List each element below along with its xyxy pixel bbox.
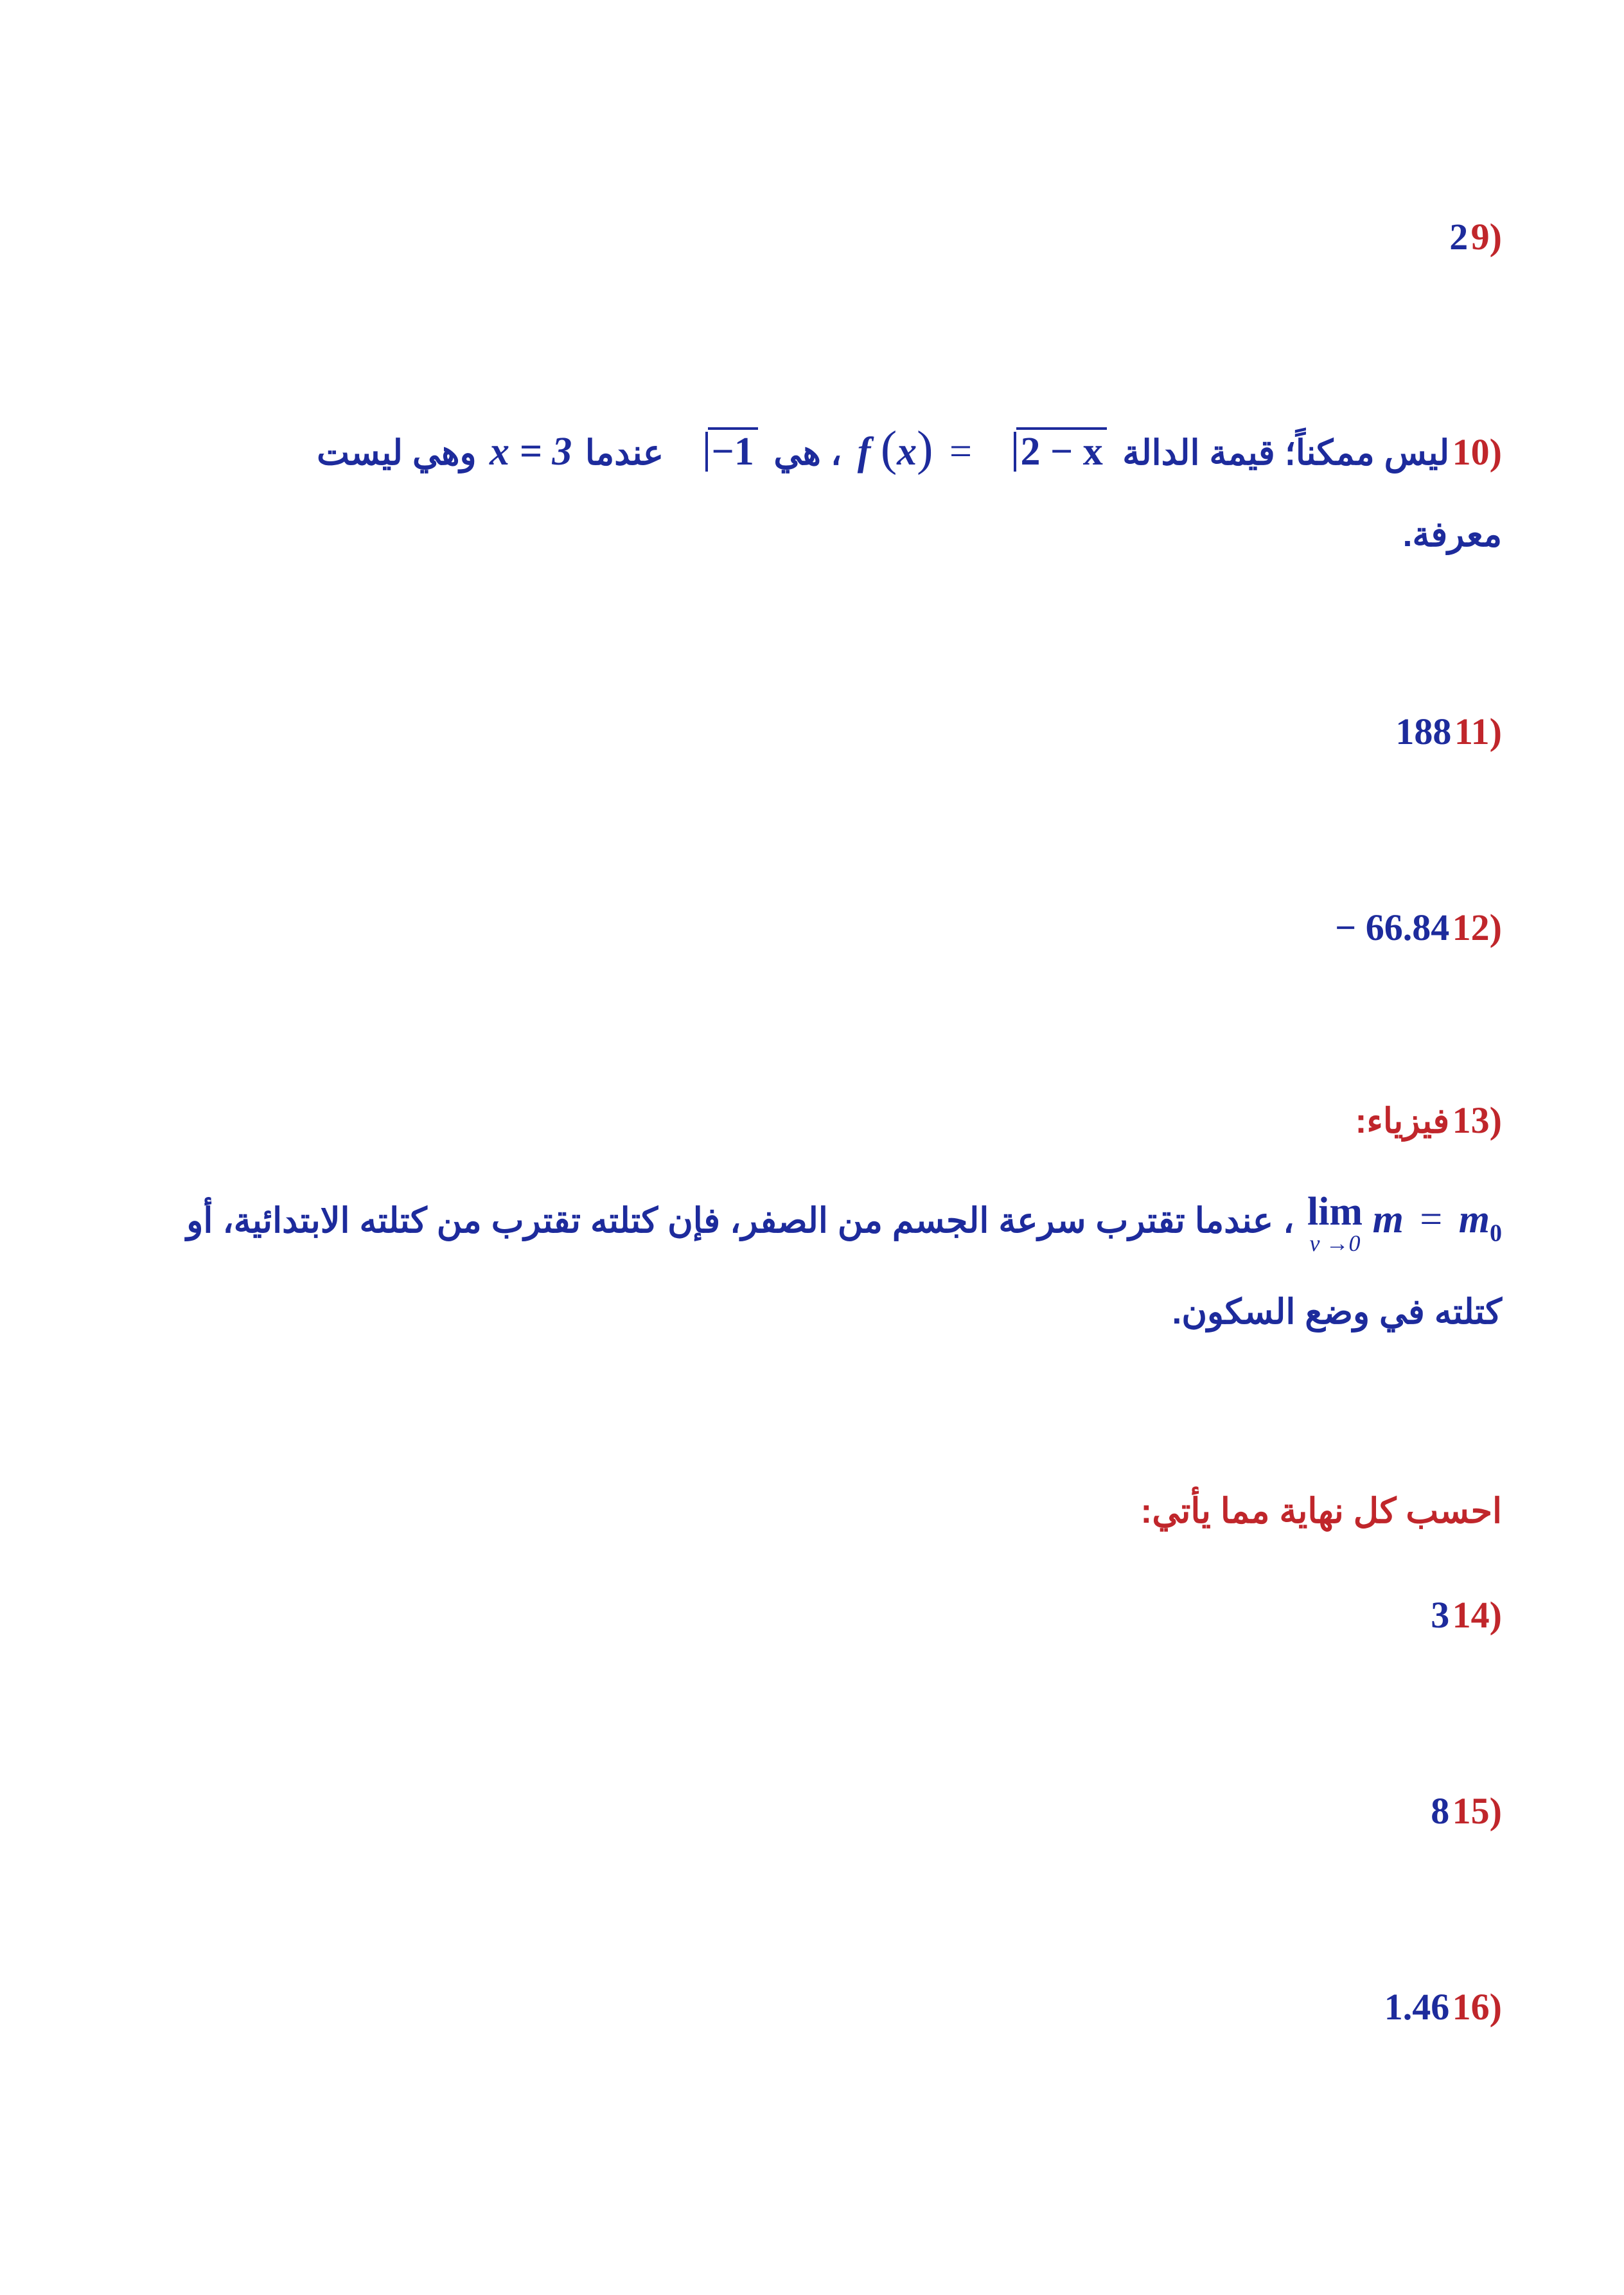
sqrt-neg-one: −1 <box>680 429 758 475</box>
answer-9 <box>1449 215 1502 258</box>
answer-text: ، هي <box>773 434 842 472</box>
answer-13 <box>1355 1099 1502 1142</box>
answer-10-continued <box>1402 514 1502 554</box>
answer-12 <box>1335 906 1502 949</box>
m-symbol: m <box>1372 1198 1404 1242</box>
answer-14 <box>1431 1593 1502 1636</box>
question-number: (10 <box>1452 431 1502 473</box>
m0-symbol: m <box>1458 1198 1490 1242</box>
function-expression: f (x) = 2 − x <box>858 421 1107 477</box>
lim-subscript: v →0 <box>1309 1230 1361 1256</box>
answer-value: 8 <box>1431 1790 1450 1832</box>
answer-value: 3 <box>1431 1594 1450 1636</box>
answer-text: كتلته في وضع السكون. <box>1172 1293 1502 1331</box>
x-equals-3: x = 3 <box>490 430 572 474</box>
question-number: (11 <box>1454 711 1502 752</box>
x-symbol: x <box>897 430 917 474</box>
answer-15 <box>1431 1789 1502 1832</box>
answer-11 <box>1395 710 1502 753</box>
answer-value: 2 <box>1449 216 1469 258</box>
answer-text: ، عندما تقترب سرعة الجسم من الصفر، فإن كتلته تقترب من كتلته الابتدائية، أو <box>186 1201 1294 1241</box>
answer-value: 188 <box>1395 711 1452 752</box>
m0-subscript: 0 <box>1490 1219 1502 1247</box>
question-number: (14 <box>1452 1594 1502 1636</box>
question-number: (15 <box>1452 1790 1502 1832</box>
lim-symbol: lim <box>1307 1190 1363 1234</box>
answer-text: ليس ممكناً؛ قيمة الدالة <box>1122 434 1450 472</box>
answer-value: − 66.84 <box>1335 907 1450 948</box>
limit-expression: lim v →0 $m = m_0$ <box>1307 1190 1502 1256</box>
answer-text: معرفة. <box>1402 515 1502 554</box>
answer-value: 1.46 <box>1384 1986 1450 2028</box>
f-symbol: f <box>857 430 871 474</box>
answer-13-continued <box>1172 1291 1502 1332</box>
question-number: (12 <box>1452 907 1502 948</box>
question-number: (9 <box>1470 216 1502 258</box>
answer-text: وهي ليست <box>317 434 477 472</box>
question-number: (16 <box>1452 1986 1502 2028</box>
question-label: فيزياء: <box>1355 1102 1450 1140</box>
sqrt-expression: 2 − x <box>988 429 1106 475</box>
section-title: احسب كل نهاية مما يأتي: <box>1140 1492 1502 1530</box>
answer-13-text <box>186 1192 1502 1255</box>
answer-16 <box>1384 1985 1502 2028</box>
question-number: (13 <box>1452 1099 1502 1141</box>
answer-10 <box>317 421 1502 477</box>
answer-text: عندما <box>585 434 664 472</box>
